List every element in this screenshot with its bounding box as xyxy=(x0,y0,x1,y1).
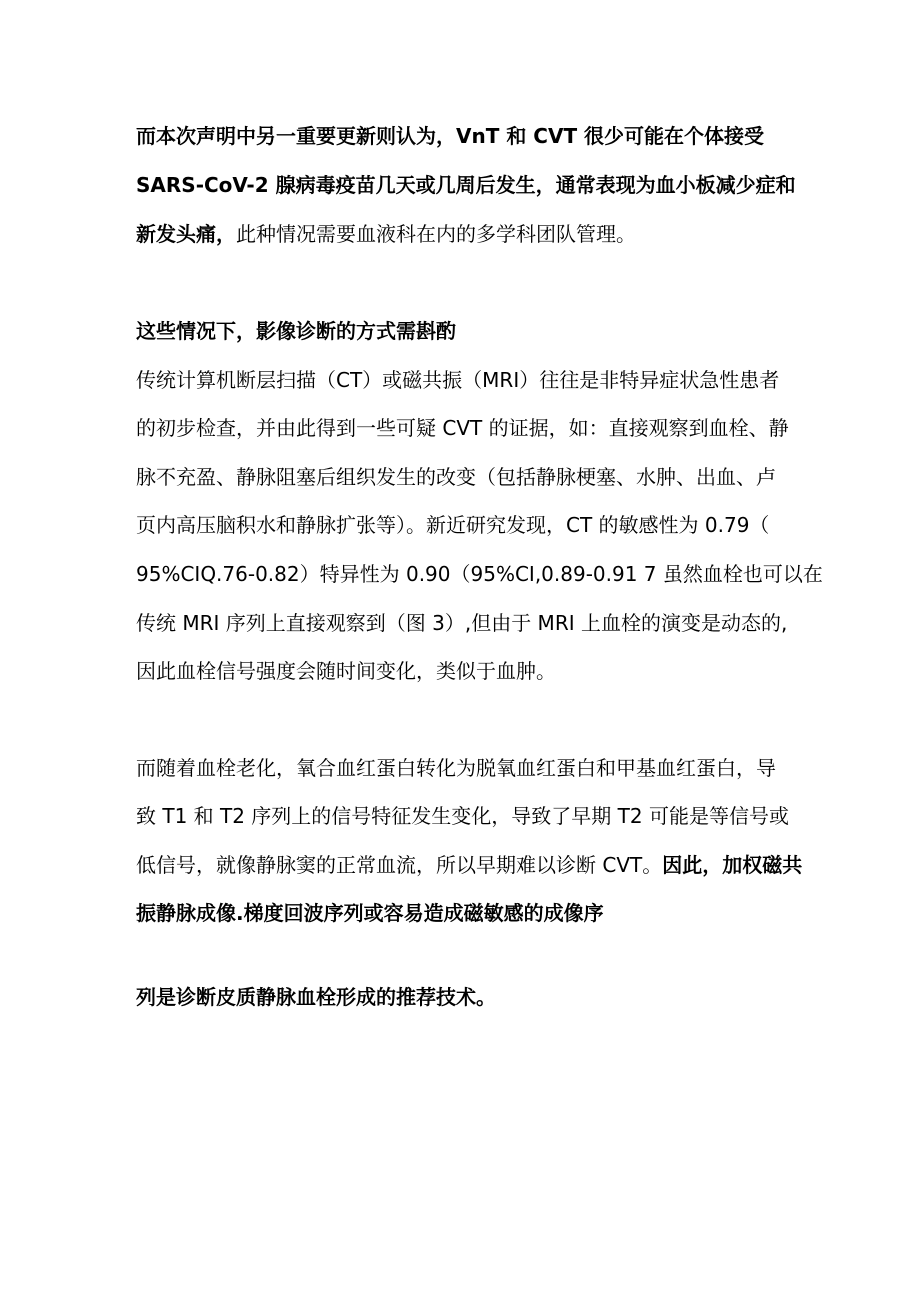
paragraph-1-line-3-regular-segment: 此种情况需要血液科在内的多学科团队管理。 xyxy=(236,222,636,246)
paragraph-4-line-1: 列是诊断皮质静脉血栓形成的推荐技术。 xyxy=(136,985,496,1009)
paragraph-1-line-1: 而本次声明中另一重要更新则认为，VnT 和 CVT 很少可能在个体接受 xyxy=(136,124,765,148)
paragraph-3-line-3-bold-segment: 因此，加权磁共 xyxy=(662,853,803,877)
paragraph-2-line-2: 的初步检查，并由此得到一些可疑 CVT 的证据，如：直接观察到血栓、静 xyxy=(136,416,789,440)
paragraph-2-line-1: 传统计算机断层扫描（CT）或磁共振（MRI）往往是非特异症状急性患者 xyxy=(136,368,780,392)
paragraph-1-line-3-bold-segment: 新发头痛， xyxy=(136,222,236,246)
paragraph-3-line-2: 致 T1 和 T2 序列上的信号特征发生变化，导致了早期 T2 可能是等信号或 xyxy=(136,804,789,828)
paragraph-3-line-4: 振静脉成像.梯度回波序列或容易造成磁敏感的成像序 xyxy=(136,901,604,925)
paragraph-3-line-3-regular-segment: 低信号，就像静脉窦的正常血流，所以早期难以诊断 CVT。 xyxy=(136,853,663,877)
paragraph-2-line-5: 95%CIQ.76-0.82）特异性为 0.90（95%CI,0.89-0.91 7 虽然血栓也可以在 xyxy=(136,562,823,586)
paragraph-2-line-7: 因此血栓信号强度会随时间变化，类似于血肿。 xyxy=(136,659,556,683)
paragraph-3-line-1: 而随着血栓老化，氧合血红蛋白转化为脱氧血红蛋白和甲基血红蛋白，导 xyxy=(136,756,776,780)
paragraph-1-line-2: SARS-CoV-2 腺病毒疫苗几天或几周后发生，通常表现为血小板减少症和 xyxy=(136,173,796,197)
paragraph-2-line-3: 脉不充盈、静脉阻塞后组织发生的改变（包括静脉梗塞、水肿、出血、卢 xyxy=(136,465,776,489)
paragraph-2-line-4: 页内高压脑积水和静脉扩张等）。新近研究发现，CT 的敏感性为 0.79（ xyxy=(136,513,770,537)
paragraph-2-line-6: 传统 MRI 序列上直接观察到（图 3）,但由于 MRI 上血栓的演变是动态的, xyxy=(136,611,788,635)
paragraph-1-line-3 xyxy=(136,221,796,247)
section-heading: 这些情况下，影像诊断的方式需斟酌 xyxy=(136,319,456,343)
paragraph-3-line-3 xyxy=(136,852,803,878)
